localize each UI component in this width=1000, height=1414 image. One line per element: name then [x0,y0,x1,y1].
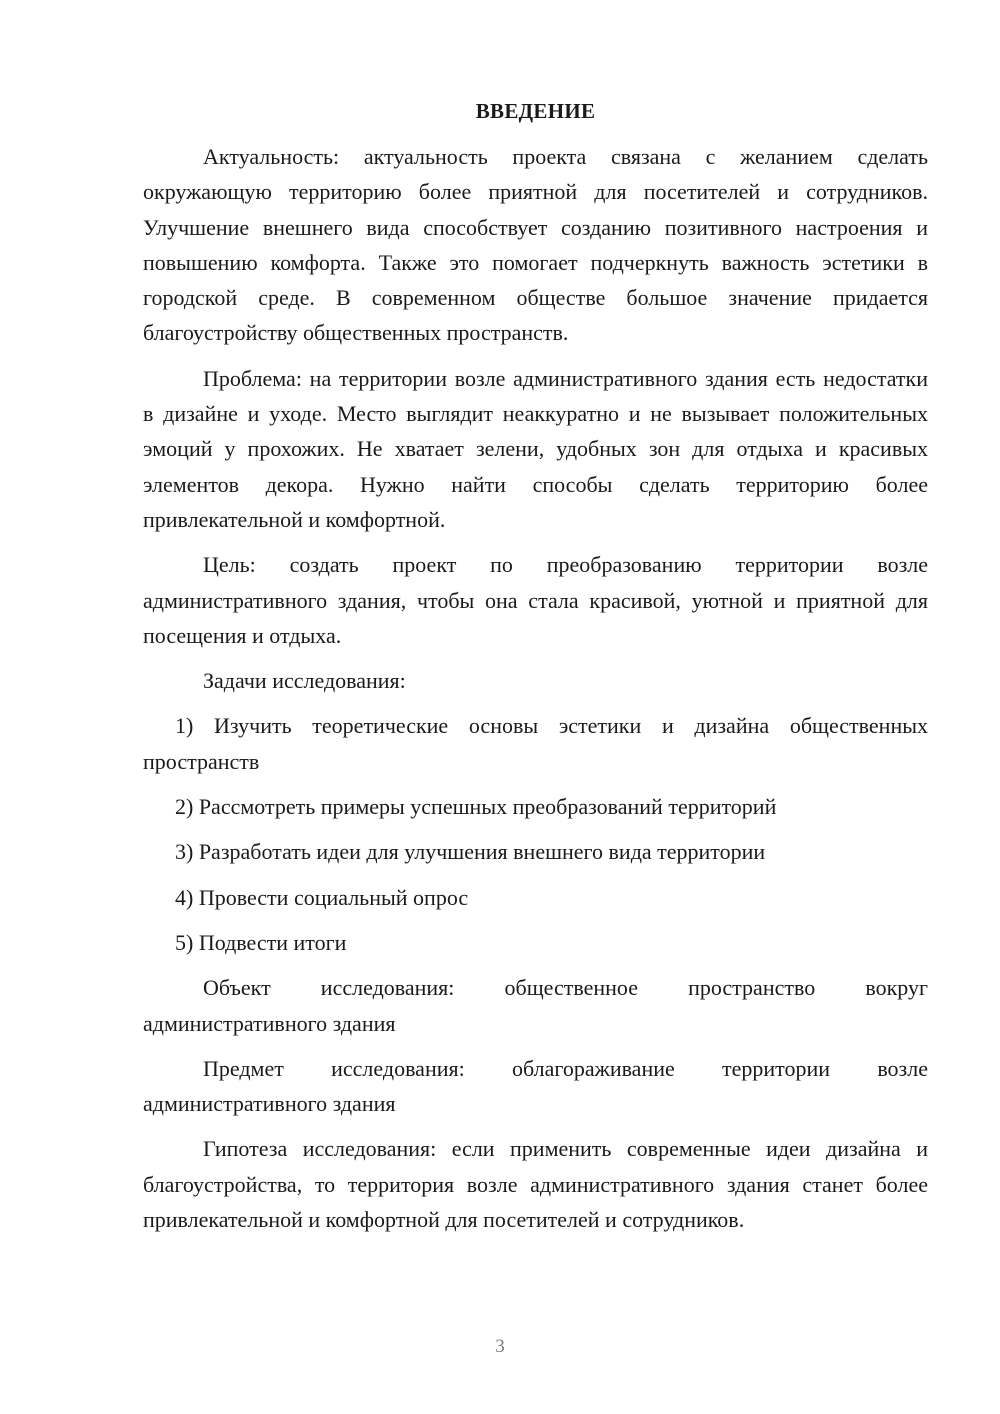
task-item: 2) Рассмотреть примеры успешных преобразований территорий [175,794,777,820]
page-content [143,95,928,1237]
paragraph-subject: Предмет исследования: облагораживание территории возле административного здания [143,1055,928,1117]
page-number: 3 [495,1336,505,1357]
task-item: 1) Изучить теоретические основы эстетики и дизайна общественных пространств [143,713,928,774]
paragraph-object: Объект исследования: общественное пространство вокруг административного здания [143,975,928,1036]
paragraph-relevance: Актуальность: актуальность проекта связана с желанием сделать окружающую территорию более приятной для посетителей и сотрудников. Улучшение внешнего вида способствует созданию позитивного настроения и повышению комфорта. Также это помогает подчеркнуть важность эстетики в городской среде. В современном обществе большое значение придается благоустройству общественных пространств. [143,144,928,346]
tasks-heading: Задачи исследования: [203,668,406,694]
paragraph-problem: Проблема: на территории возле административного здания есть недостатки в дизайне и уходе. Место выглядит неаккуратно и не вызывает положительных эмоций у прохожих. Не хватает зелени, удобных зон для отдыха и красивых элементов декора. Нужно найти способы сделать территорию более привлекательной и комфортной. [143,365,928,532]
paragraph-goal: Цель: создать проект по преобразованию территории возле административного здания, чтобы она стала красивой, уютной и приятной для посещения и отдыха. [143,552,928,648]
section-title: ВВЕДЕНИЕ [475,99,596,123]
task-item: 5) Подвести итоги [175,929,347,955]
paragraph-hypothesis: Гипотеза исследования: если применить современные идеи дизайна и благоустройства, то территория возле административного здания станет более привлекательной и комфортной для посетителей и сотрудников. [143,1136,928,1233]
task-item: 4) Провести социальный опрос [175,884,469,910]
task-item: 3) Разработать идеи для улучшения внешнего вида территории [175,839,766,865]
